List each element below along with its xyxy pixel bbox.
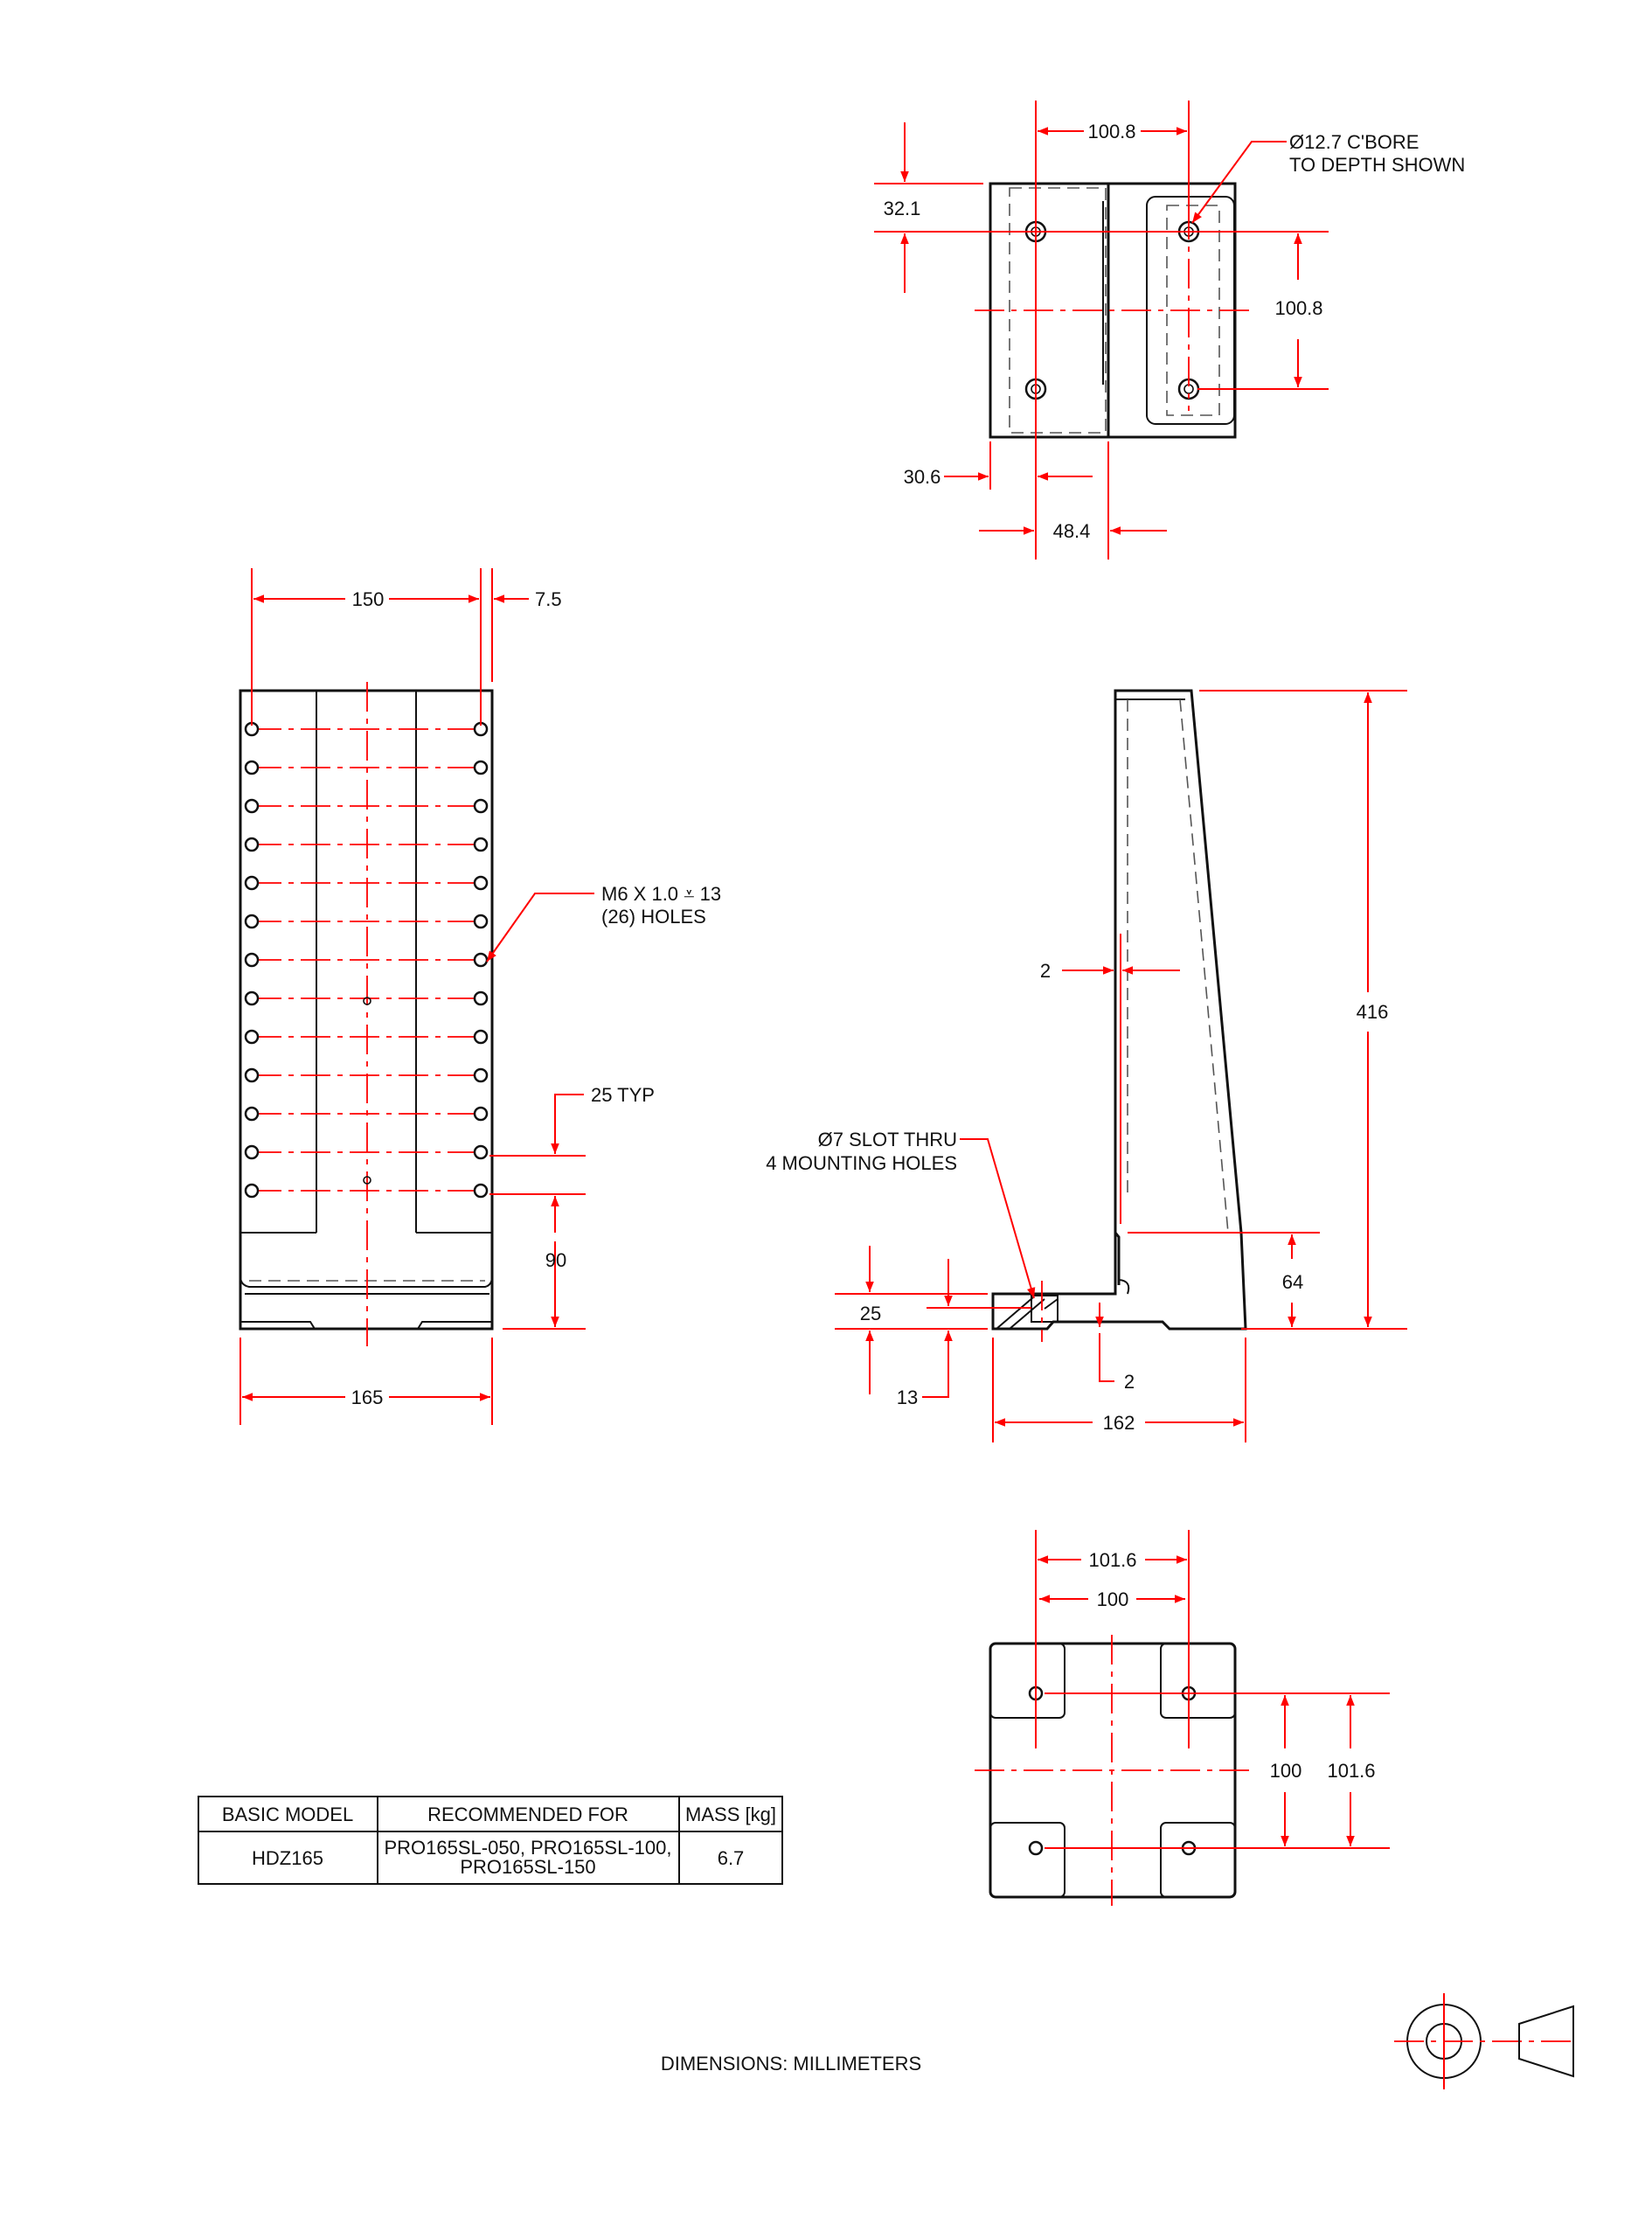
table-cell-recommended-line-2: PRO165SL-150 <box>460 1856 596 1878</box>
tapped-hole <box>246 954 258 966</box>
slot-note-line-2: 4 MOUNTING HOLES <box>766 1152 957 1174</box>
dim-outer-y: 101.6 <box>1327 1760 1376 1782</box>
dim-width: 165 <box>351 1387 384 1408</box>
table-header-recommended: RECOMMENDED FOR <box>427 1804 628 1825</box>
dim-outer-x: 101.6 <box>1088 1549 1137 1571</box>
dim-height: 416 <box>1356 1001 1389 1023</box>
cbore-note-line-1: Ø12.7 C'BORE <box>1289 131 1419 153</box>
tapped-hole <box>475 992 487 1004</box>
tapped-hole <box>246 1031 258 1043</box>
tapped-hole <box>246 1185 258 1197</box>
dim-bottom-offset: 90 <box>545 1249 567 1271</box>
dim-lower: 64 <box>1281 1271 1304 1293</box>
projection-symbol-icon <box>1394 1993 1578 2089</box>
tapped-hole <box>246 1146 258 1158</box>
tapped-hole <box>475 1185 487 1197</box>
hole-note-line-1: M6 X 1.0 ⩡ 13 <box>601 883 722 905</box>
tapped-hole <box>246 915 258 928</box>
dim-pitch: 25 TYP <box>591 1084 655 1106</box>
dim-foot: 2 <box>1123 1371 1135 1393</box>
tapped-hole <box>475 1146 487 1158</box>
tapped-hole <box>246 761 258 774</box>
dim-wall: 2 <box>1039 960 1052 982</box>
dim-top-hole-spacing-x: 100.8 <box>1087 121 1136 142</box>
spec-table <box>198 1797 782 1884</box>
tapped-hole <box>246 800 258 812</box>
dim-depth: 162 <box>1102 1412 1135 1434</box>
tapped-hole <box>475 877 487 889</box>
tapped-hole <box>475 1031 487 1043</box>
top-view <box>874 101 1465 560</box>
tapped-hole <box>475 1069 487 1081</box>
dim-hole-spacing: 150 <box>351 588 385 610</box>
tapped-hole <box>246 1108 258 1120</box>
bottom-view <box>975 1530 1390 1906</box>
tapped-hole <box>246 1069 258 1081</box>
side-view <box>766 691 1407 1442</box>
tapped-hole <box>475 954 487 966</box>
tapped-hole <box>475 761 487 774</box>
tapped-hole <box>475 800 487 812</box>
dim-left-offset: 30.6 <box>903 466 941 488</box>
table-header-mass: MASS [kg] <box>685 1804 776 1825</box>
dim-base-thickness: 25 <box>859 1303 882 1324</box>
dim-edge-offset: 7.5 <box>535 588 562 610</box>
dim-top-offset: 32.1 <box>883 198 921 219</box>
dim-top-hole-spacing-y: 100.8 <box>1274 297 1323 319</box>
cbore-note-line-2: TO DEPTH SHOWN <box>1289 154 1466 176</box>
table-cell-recommended-line-1: PRO165SL-050, PRO165SL-100, <box>384 1837 672 1859</box>
units-note: DIMENSIONS: MILLIMETERS <box>660 2053 922 2075</box>
slot-note-line-1: Ø7 SLOT THRU <box>817 1129 957 1150</box>
dim-slot-offset: 48.4 <box>1052 520 1091 542</box>
dim-base-inset: 13 <box>896 1387 919 1408</box>
table-header-model: BASIC MODEL <box>221 1804 354 1825</box>
table-cell-mass: 6.7 <box>717 1847 745 1869</box>
front-view <box>240 568 721 1425</box>
tapped-hole <box>475 915 487 928</box>
mounting-hole <box>1030 1842 1042 1854</box>
tapped-hole <box>246 877 258 889</box>
hole-note-line-2: (26) HOLES <box>601 906 706 928</box>
tapped-hole <box>475 1108 487 1120</box>
dim-inner-x: 100 <box>1096 1588 1129 1610</box>
tapped-hole <box>246 992 258 1004</box>
tapped-hole <box>246 838 258 851</box>
tapped-hole <box>475 838 487 851</box>
table-cell-model: HDZ165 <box>252 1847 323 1869</box>
dim-inner-y: 100 <box>1269 1760 1302 1782</box>
